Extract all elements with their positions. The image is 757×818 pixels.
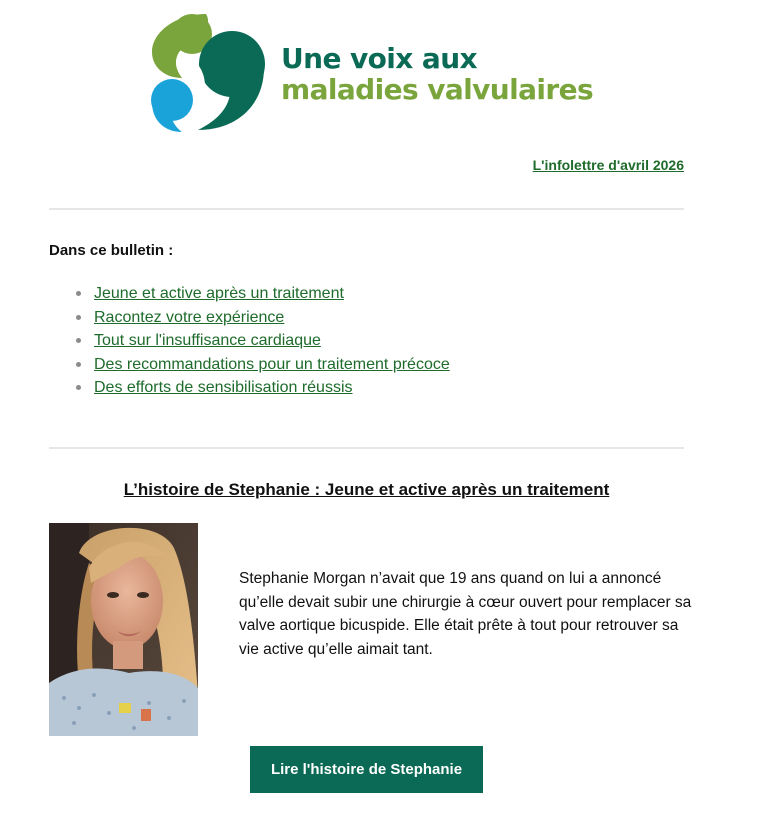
toc-item bbox=[76, 331, 450, 355]
toc-item bbox=[76, 378, 450, 402]
logo-mark-icon bbox=[148, 12, 270, 134]
toc-item bbox=[76, 284, 450, 308]
bullet-icon bbox=[76, 385, 81, 390]
bullet-icon bbox=[76, 315, 81, 320]
divider-top bbox=[49, 208, 684, 210]
toc-item bbox=[76, 355, 450, 379]
toc-link-heart-failure[interactable]: Tout sur l'insuffisance cardiaque bbox=[94, 332, 321, 349]
bullet-icon bbox=[76, 362, 81, 367]
issue-link[interactable]: L'infolettre d'avril 2026 bbox=[532, 157, 684, 173]
divider-middle bbox=[49, 447, 684, 449]
story-photo bbox=[49, 523, 198, 736]
story-title bbox=[0, 480, 733, 500]
brand-wordmark bbox=[281, 43, 593, 105]
story-title-link[interactable]: L’histoire de Stephanie : Jeune et active après un traitement bbox=[123, 480, 610, 499]
bullet-icon bbox=[76, 291, 81, 296]
brand-logo[interactable] bbox=[148, 12, 608, 134]
toc-link-share-experience[interactable]: Racontez votre expérience bbox=[94, 308, 285, 326]
brand-line-1: Une voix aux bbox=[281, 42, 477, 75]
toc-heading: Dans ce bulletin : bbox=[49, 242, 174, 259]
toc-link-awareness[interactable]: Des efforts de sensibilisation réussis bbox=[94, 379, 353, 396]
read-story-button[interactable]: Lire l'histoire de Stephanie bbox=[250, 746, 483, 793]
toc-item bbox=[76, 308, 450, 332]
story-body: Stephanie Morgan n’avait que 19 ans quand on lui a annoncé qu’elle devait subir une chirurgie à cœur ouvert pour remplacer sa valve aortique bicuspide. Elle était prête à tout pour retrouver sa vie active qu’elle aimait tant. bbox=[239, 570, 692, 658]
brand-line-2: maladies valvulaires bbox=[281, 73, 594, 106]
toc-link-early-treatment[interactable]: Des recommandations pour un traitement précoce bbox=[94, 355, 450, 373]
toc-link-young-active[interactable]: Jeune et active après un traitement bbox=[94, 285, 344, 302]
bullet-icon bbox=[76, 338, 81, 343]
toc-list bbox=[76, 284, 450, 402]
portrait-image-icon bbox=[49, 523, 198, 736]
